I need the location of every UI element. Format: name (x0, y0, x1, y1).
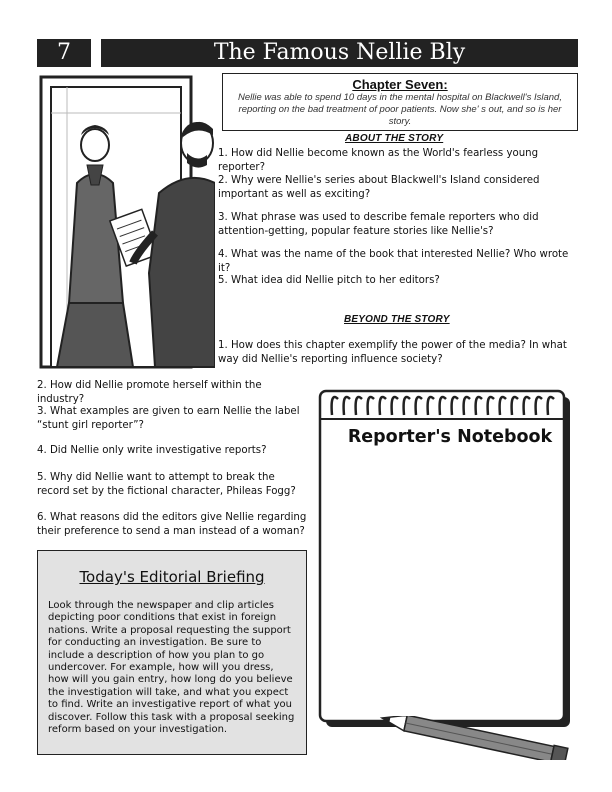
chapter-title: Chapter Seven: (352, 77, 448, 92)
beyond-question-3: 3. What examples are given to earn Nellie the label “stunt girl reporter”? (37, 406, 300, 431)
beyond-question-4: 4. Did Nellie only write investigative reports? (37, 445, 267, 456)
chapter-summary-box (222, 73, 578, 131)
briefing-body: Look through the newspaper and clip articles depicting poor conditions that exist in foreign nations. Write a proposal requesting the support for conducting an investigation. Be sure to include a description of how you plan to go undercover. For example, how will you dress, how will you gain entry, how long do you believe the investigation will take, and what you expect to find. Write an investigative report of what you discover. Follow this task with a proposal seeking reform based on your investigation. (48, 600, 295, 736)
about-question-4: 4. What was the name of the book that interested Nellie? Who wrote it? (218, 249, 569, 274)
about-question-1: 1. How did Nellie become known as the World's fearless young reporter? (218, 148, 539, 173)
page-number: 7 (37, 39, 91, 67)
beyond-question-5: 5. Why did Nellie want to attempt to break the record set by the fictional character, Phileas Fogg? (37, 472, 296, 497)
beyond-question-6: 6. What reasons did the editors give Nellie regarding their preference to send a man instead of a woman? (37, 512, 307, 537)
beyond-question-1: 1. How does this chapter exemplify the power of the media? In what way did Nellie's reporting influence society? (218, 340, 567, 365)
briefing-title: Today's Editorial Briefing (79, 568, 265, 586)
beyond-heading: BEYOND THE STORY (344, 314, 450, 325)
chapter-summary: Nellie was able to spend 10 days in the mental hospital on Blackwell's Island, reporting on the bad treatment of poor patients. Now she' s out, and so is her story. (238, 92, 562, 127)
notebook-title: Reporter's Notebook (347, 427, 553, 447)
about-heading: ABOUT THE STORY (345, 133, 444, 144)
woman-and-man-illustration-icon (37, 73, 215, 371)
about-question-5: 5. What idea did Nellie pitch to her editors? (218, 275, 440, 286)
beyond-question-2: 2. How did Nellie promote herself within the industry? (37, 380, 262, 405)
editorial-briefing-box (37, 550, 307, 755)
page-title: The Famous Nellie Bly (101, 39, 578, 67)
pencil-icon (374, 716, 578, 760)
about-question-2: 2. Why were Nellie's series about Blackwell's Island considered important as well as exciting? (218, 175, 540, 200)
about-question-3: 3. What phrase was used to describe female reporters who did attention-getting, popular feature stories like Nellie's? (218, 212, 539, 237)
